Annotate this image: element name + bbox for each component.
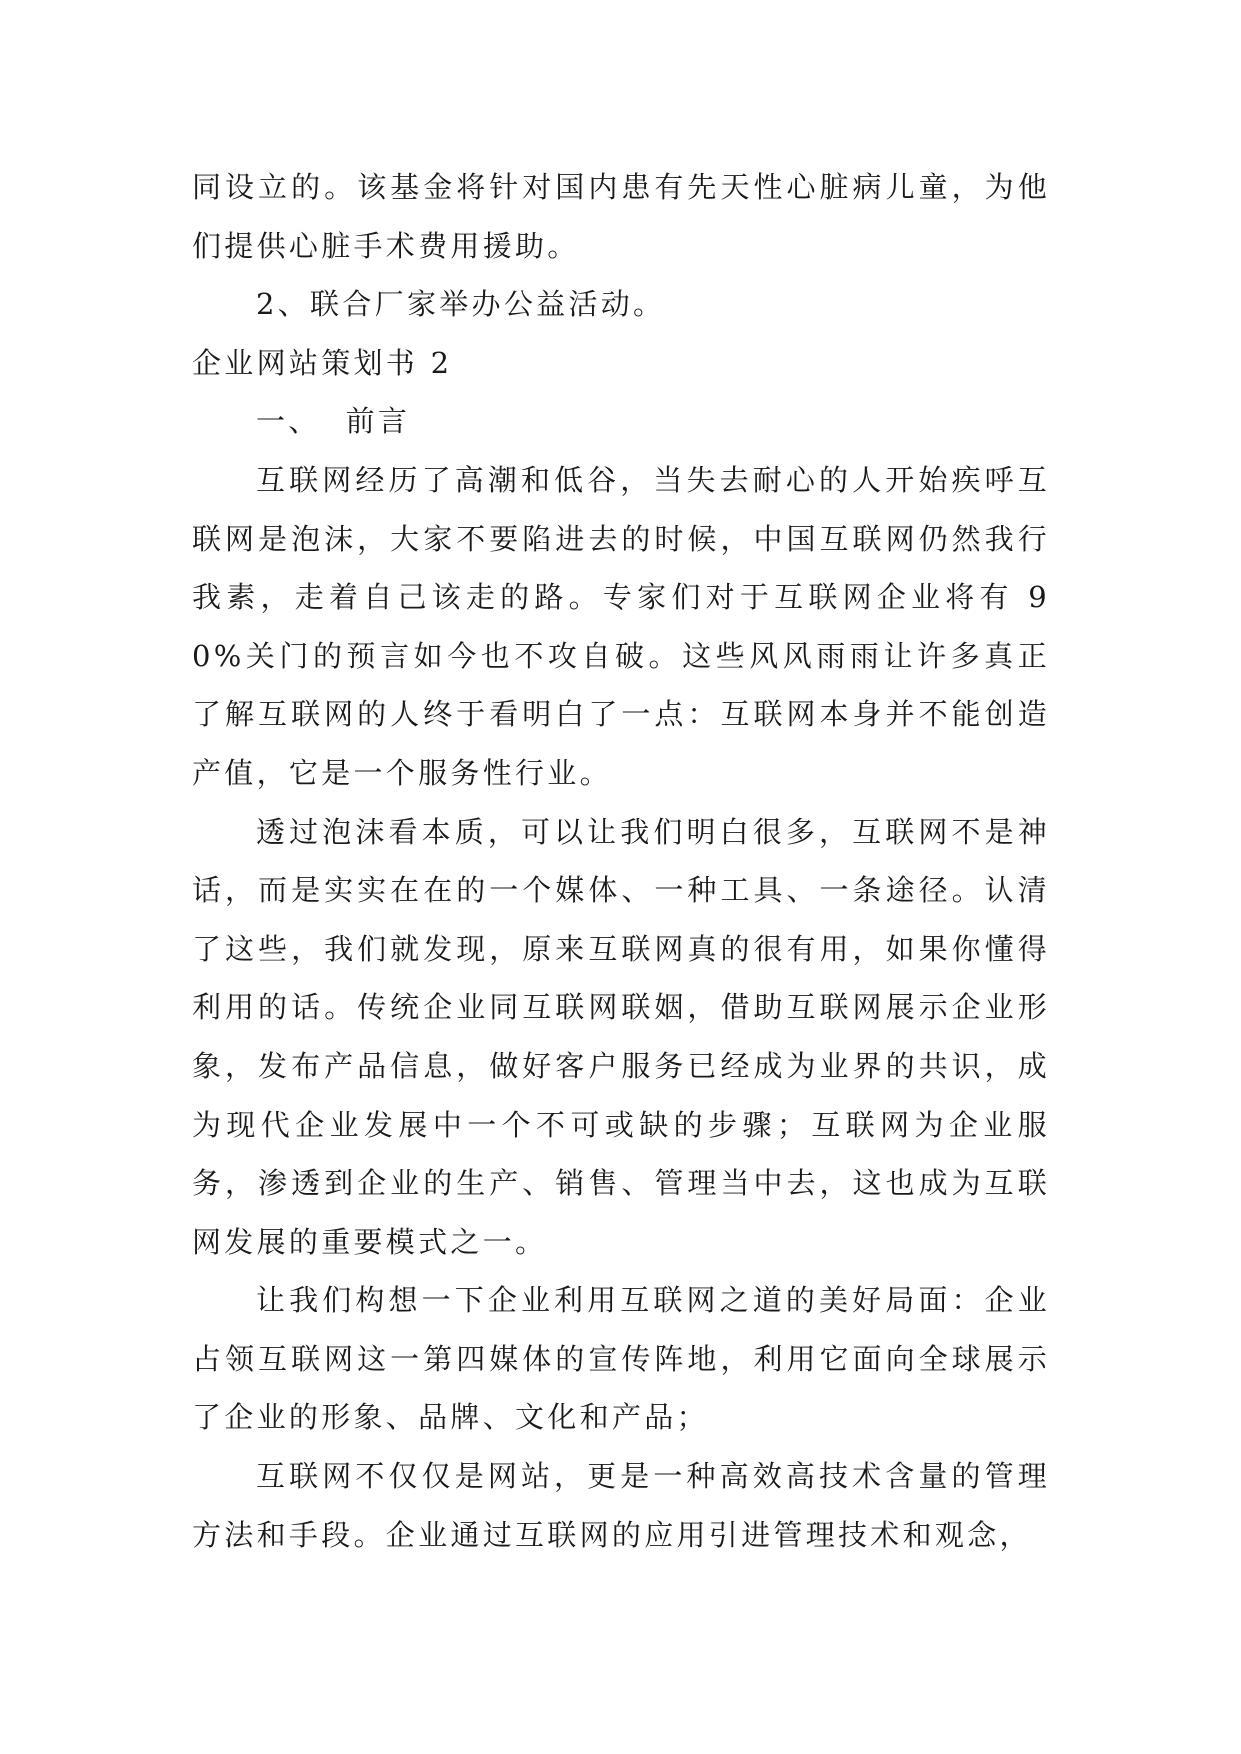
paragraph-list-item-2: 2、联合厂家举办公益活动。 [256,287,666,322]
paragraph-internet-history: 互联网经历了高潮和低谷，当失去耐心的人开始疾呼互联网是泡沫，大家不要陷进去的时候，中国互联网仍然我行我素，走着自己该走的路。专家们对于互联网企业将有 90%关门的预言如今也不攻自破。这些风风雨雨让许多真正了解互联网的人终于看明白了一点：互联网本身并不能创造产值，它是一个服务性行业。 [192,462,1050,790]
document-page [192,158,1050,1564]
paragraph-management: 互联网不仅仅是网站，更是一种高效高技术含量的管理方法和手段。企业通过互联网的应用引进管理技术和观念， [192,1459,1050,1552]
paragraph-beyond-bubble: 透过泡沫看本质，可以让我们明白很多，互联网不是神话，而是实实在在的一个媒体、一种工具、一条途径。认清了这些，我们就发现，原来互联网真的很有用，如果你懂得利用的话。传统企业同互联网联姻，借助互联网展示企业形象，发布产品信息，做好客户服务已经成为业界的共识，成为现代企业发展中一个不可或缺的步骤；互联网为企业服务，渗透到企业的生产、销售、管理当中去，这也成为互联网发展的重要模式之一。 [192,814,1050,1259]
document-title: 企业网站策划书 2 [192,345,453,380]
section-heading-preface: 一、 前言 [256,404,411,439]
paragraph-continuation: 同设立的。该基金将针对国内患有先天性心脏病儿童，为他们提供心脏手术费用援助。 [192,170,1050,263]
paragraph-envision: 让我们构想一下企业利用互联网之道的美好局面：企业占领互联网这一第四媒体的宣传阵地，利用它面向全球展示了企业的形象、品牌、文化和产品； [192,1283,1050,1435]
